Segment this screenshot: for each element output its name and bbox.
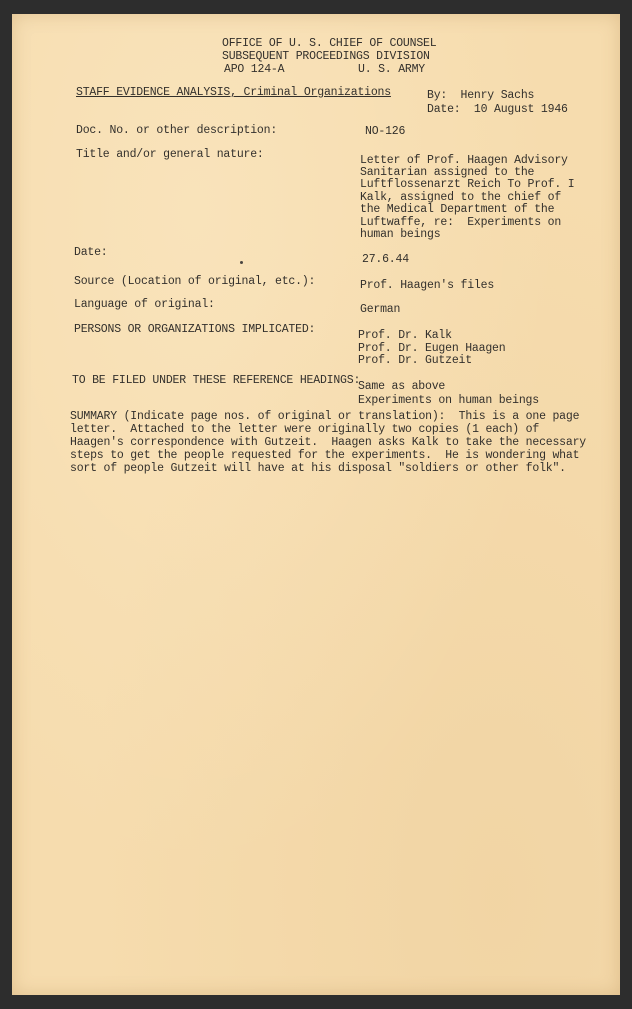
apo-number: APO 124-A xyxy=(224,63,285,76)
summary-line: steps to get the people requested for the experiments. He is wondering what xyxy=(70,449,580,462)
title-nature-label: Title and/or general nature: xyxy=(76,148,264,161)
person-entry: Prof. Dr. Eugen Haagen xyxy=(358,342,506,355)
document-date-value: 27.6.44 xyxy=(362,253,409,266)
office-header-line2: SUBSEQUENT PROCEEDINGS DIVISION xyxy=(222,50,430,63)
ink-speck xyxy=(240,261,243,264)
reference-heading-entry: Same as above xyxy=(358,380,446,393)
source-value: Prof. Haagen's files xyxy=(360,279,495,292)
summary-line: SUMMARY (Indicate page nos. of original or translation): This is a one page xyxy=(70,410,580,423)
office-header-line1: OFFICE OF U. S. CHIEF OF COUNSEL xyxy=(222,37,437,50)
language-label: Language of original: xyxy=(74,298,215,311)
analysis-title: STAFF EVIDENCE ANALYSIS, Criminal Organizations xyxy=(76,86,391,99)
summary-line: Haagen's correspondence with Gutzeit. Haagen asks Kalk to take the necessary xyxy=(70,436,586,449)
title-nature-line: Kalk, assigned to the chief of xyxy=(360,191,562,204)
title-nature-line: Luftwaffe, re: Experiments on xyxy=(360,216,562,229)
source-label: Source (Location of original, etc.): xyxy=(74,275,316,288)
title-nature-line: Letter of Prof. Haagen Advisory xyxy=(360,154,568,167)
doc-number-label: Doc. No. or other description: xyxy=(76,124,278,137)
person-entry: Prof. Dr. Gutzeit xyxy=(358,354,472,367)
reference-headings-label: TO BE FILED UNDER THESE REFERENCE HEADINGS: xyxy=(72,374,361,387)
summary-line: sort of people Gutzeit will have at his disposal "soldiers or other folk". xyxy=(70,462,566,475)
title-nature-line: the Medical Department of the xyxy=(360,203,555,216)
language-value: German xyxy=(360,303,401,316)
title-nature-line: human beings xyxy=(360,228,441,241)
summary-line: letter. Attached to the letter were originally two copies (1 each) of xyxy=(70,423,540,436)
title-nature-line: Sanitarian assigned to the xyxy=(360,166,535,179)
author-line: By: Henry Sachs xyxy=(427,89,535,102)
person-entry: Prof. Dr. Kalk xyxy=(358,329,452,342)
reference-heading-entry: Experiments on human beings xyxy=(358,394,539,407)
persons-implicated-label: PERSONS OR ORGANIZATIONS IMPLICATED: xyxy=(74,323,316,336)
analysis-date-line: Date: 10 August 1946 xyxy=(427,103,568,116)
title-nature-line: Luftflossenarzt Reich To Prof. I xyxy=(360,178,575,191)
doc-number-value: NO-126 xyxy=(365,125,406,138)
document-date-label: Date: xyxy=(74,246,108,259)
army-label: U. S. ARMY xyxy=(358,63,426,76)
document-page xyxy=(12,14,620,995)
